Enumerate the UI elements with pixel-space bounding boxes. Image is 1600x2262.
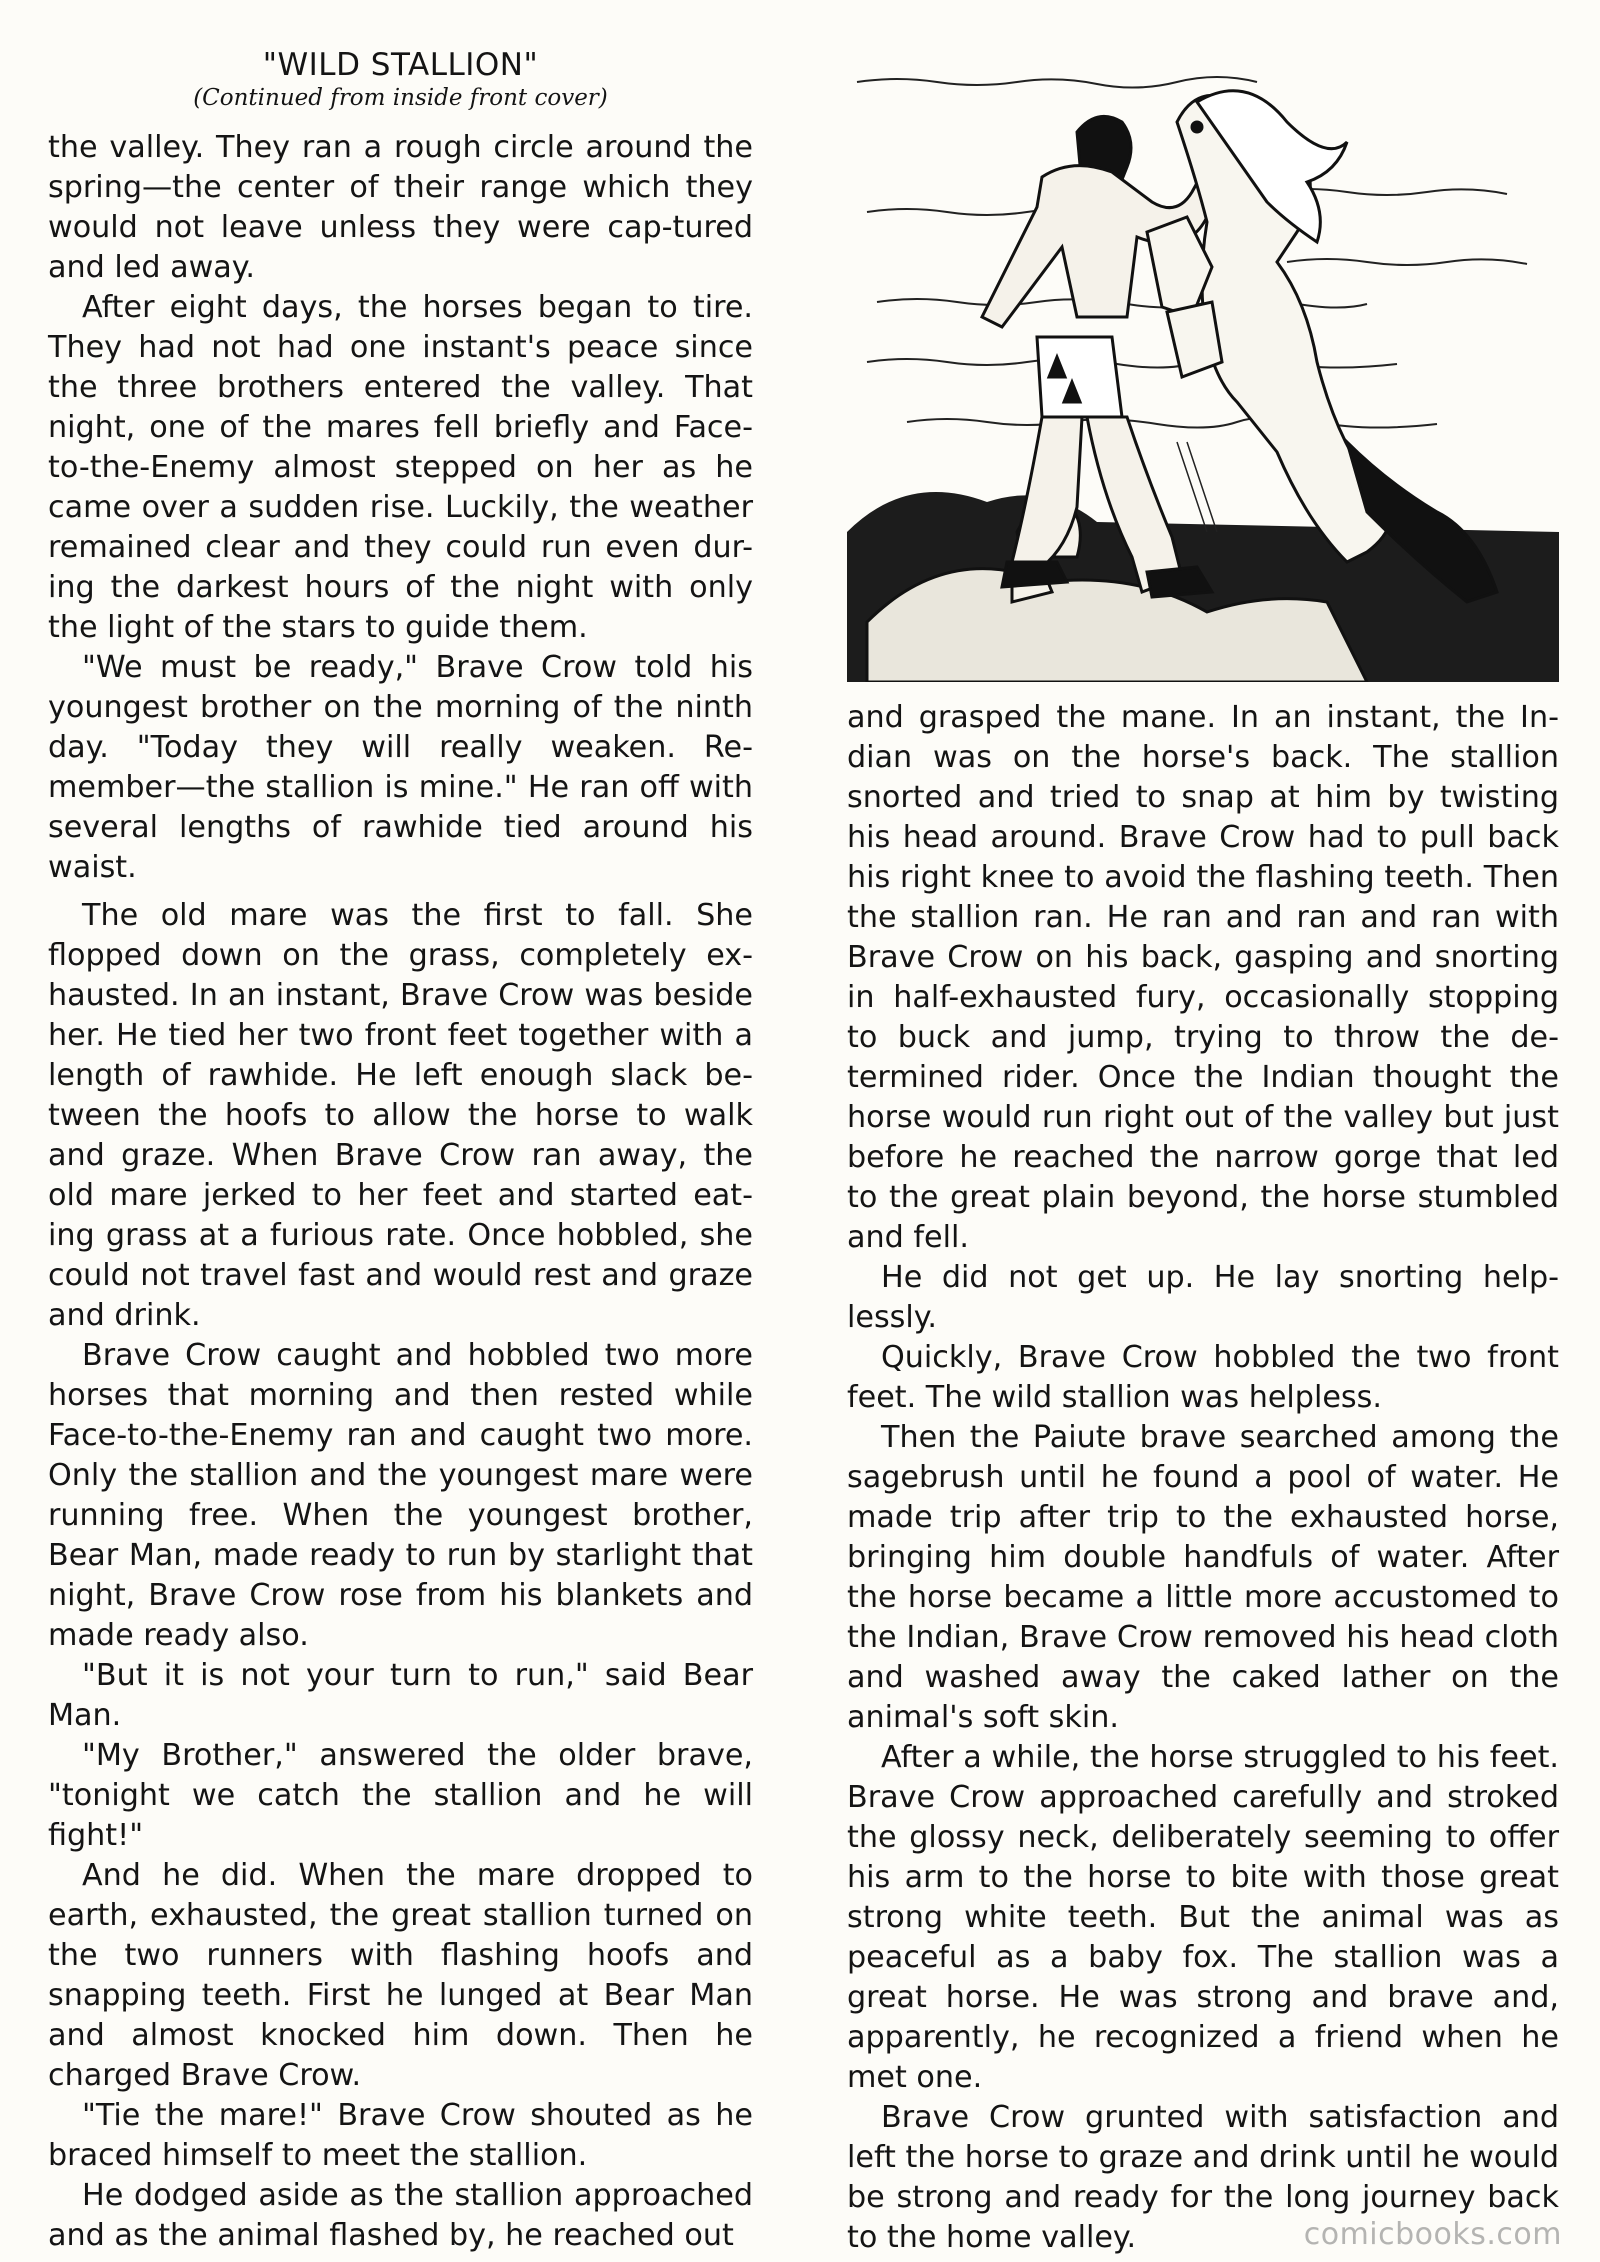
paragraph: "Tie the mare!" Brave Crow shouted as he braced himself to meet the stallion.	[48, 2098, 753, 2173]
paragraph: After a while, the horse struggled to his feet. Brave Crow approached carefully and stroked the glossy neck, deliberately seeming to offer his arm to the horse to bite with those great strong white teeth. But the animal was as peaceful as a baby fox. The stallion was a great horse. He was strong and brave and, apparently, he recognized a friend when he met one.	[847, 1740, 1559, 2095]
paragraph: "My Brother," answered the older brave, "tonight we catch the stallion and he will fight!"	[48, 1738, 753, 1853]
paragraph: After eight days, the horses began to tire. They had not had one instant's peace since the three brothers entered the valley. That night, one of the mares fell briefly and Face-to-the-Enemy almost stepped on her as he came over a sudden rise. Luckily, the weather remained clear and they could run even dur-ing the darkest hours of the night with only the light of the stars to guide them.	[48, 290, 753, 645]
paragraph: "We must be ready," Brave Crow told his youngest brother on the morning of the ninth day. "Today they will really weaken. Re-member—the stallion is mine." He ran off with several lengths of rawhide tied around his waist.	[48, 650, 753, 885]
paragraph: He dodged aside as the stallion approached and as the animal flashed by, he reached out	[48, 2178, 753, 2253]
paragraph: Brave Crow caught and hobbled two more horses that morning and then rested while Face-to-the-Enemy ran and caught two more. Only the stallion and the youngest mare were running free. When the youngest brother, Bear Man, made ready to run by starlight that night, Brave Crow rose from his blankets and made ready also.	[48, 1338, 753, 1653]
paragraph: and grasped the mane. In an instant, the In-dian was on the horse's back. The stallion snorted and tried to snap at him by twisting his head around. Brave Crow had to pull back his right knee to avoid the flashing teeth. Then the stallion ran. He ran and ran and ran with Brave Crow on his back, gasping and snorting in half-exhausted fury, occasionally stopping to buck and jump, trying to throw the de-termined rider. Once the Indian thought the horse would run right out of the valley but just before he reached the narrow gorge that led to the great plain beyond, the horse stumbled and fell.	[847, 700, 1559, 1255]
story-title: "WILD STALLION"	[262, 47, 539, 83]
paragraph: Brave Crow grunted with satisfaction and left the horse to graze and drink until he would be strong and ready for the long journey back to the home valley.	[847, 2100, 1559, 2255]
paragraph: "But it is not your turn to run," said Bear Man.	[48, 1658, 753, 1733]
paragraph: And he did. When the mare dropped to earth, exhausted, the great stallion turned on the two runners with flashing hoofs and snapping teeth. First he lunged at Bear Man and almost knocked him down. Then he charged Brave Crow.	[48, 1858, 753, 2093]
paragraph: the valley. They ran a rough circle around the spring—the center of their range which they would not leave unless they were cap-tured and led away.	[48, 130, 753, 285]
paragraph: Quickly, Brave Crow hobbled the two front feet. The wild stallion was helpless.	[847, 1340, 1559, 1415]
paragraph: The old mare was the first to fall. She flopped down on the grass, completely ex-hausted. In an instant, Brave Crow was beside her. He tied her two front feet together with a length of rawhide. He left enough slack be-tween the hoofs to allow the horse to walk and graze. When Brave Crow ran away, the old mare jerked to her feet and started eat-ing grass at a furious rate. Once hobbled, she could not travel fast and would rest and graze and drink.	[48, 898, 753, 1333]
rearing-stallion-illustration	[847, 62, 1559, 682]
paragraph: He did not get up. He lay snorting help-lessly.	[847, 1260, 1559, 1335]
watermark: comicbooks.com	[1303, 2217, 1562, 2252]
continuation-note: (Continued from inside front cover)	[193, 85, 608, 111]
paragraph: Then the Paiute brave searched among the sagebrush until he found a pool of water. He made trip after trip to the exhausted horse, bringing him double handfuls of water. After the horse became a little more accustomed to the Indian, Brave Crow removed his head cloth and washed away the caked lather on the animal's soft skin.	[847, 1420, 1559, 1735]
left-column	[48, 128, 753, 2256]
right-column	[847, 698, 1559, 2258]
